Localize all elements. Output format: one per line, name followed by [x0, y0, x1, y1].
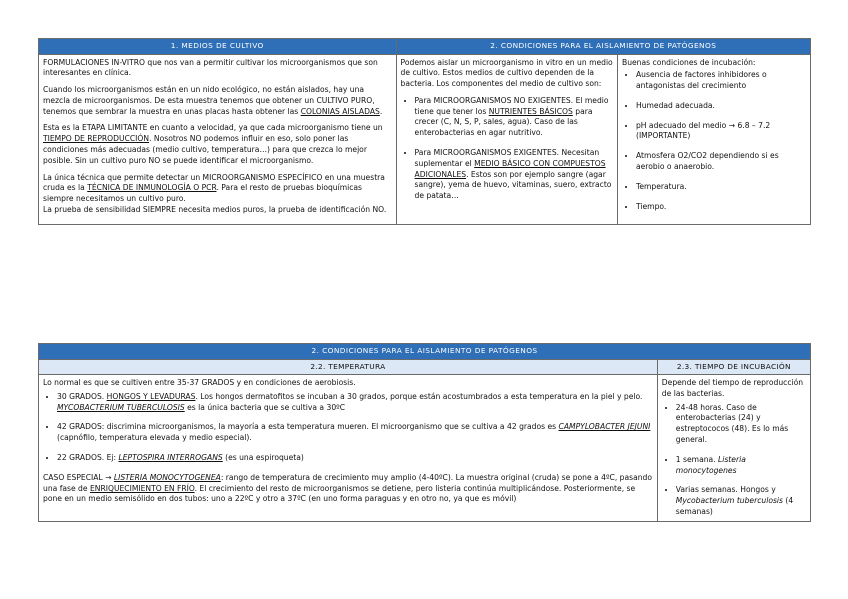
list-item: • Tiempo. [636, 202, 806, 213]
paragraph-limiting-stage: Esta es la ETAPA LIMITANTE en cuanto a velocidad, ya que cada microorganismo tiene un TIEMPO DE REPRODUCCIÓN. Nosotros NO podemos influir en eso, solo poner las condiciones más adecuadas (medio cultivo, temperatura…) para que crezca lo mejor posible. Sin un cultivo puro NO se puede identificar el microorganismo. [43, 123, 383, 165]
list-incubation-times [662, 403, 806, 518]
paragraph-incubation-intro: Buenas condiciones de incubación: [621, 57, 756, 67]
header-isolation-conditions-2: 2. CONDICIONES PARA EL AISLAMIENTO DE PATÓGENOS [39, 344, 811, 360]
list-item: • Ausencia de factores inhibidores o antagonistas del crecimiento [636, 70, 806, 92]
list-item-non-demanding: • Para MICROORGANISMOS NO EXIGENTES. El medio tiene que tener los NUTRIENTES BÁSICOS para crecer (C, N, S, P, sales, agua). Caso de las enterobacterias en agar nutritivo. [415, 96, 613, 139]
list-item-1-week: • 1 semana. Listeria monocytogenes [676, 455, 806, 477]
list-item: • Atmosfera O2/CO2 dependiendo si es aerobio o anaerobio. [636, 151, 806, 173]
header-isolation-conditions: 2. CONDICIONES PARA EL AISLAMIENTO DE PATÓGENOS [396, 39, 810, 55]
paragraph-sensitivity-test: La prueba de sensibilidad SIEMPRE necesita medios puros, la prueba de identificación NO. [43, 204, 387, 214]
cell-temperature [39, 375, 658, 522]
cell-media-components [396, 54, 617, 225]
list-item: • Humedad adecuada. [636, 101, 806, 112]
paragraph-formulations: FORMULACIONES IN-VITRO que nos van a permitir cultivar los microorganismos que son interesantes en clínica. [43, 57, 378, 78]
list-incubation-conditions [622, 70, 806, 212]
paragraph-specific-technique: La única técnica que permite detectar un MICROORGANISMO ESPECÍFICO en una muestra cruda es la TÉCNICA DE INMUNOLOGÍA O PCR. Para el resto de pruebas bioquímicas siempre necesitamos un cultivo puro. [43, 172, 385, 204]
list-item-demanding: • Para MICROORGANISMOS EXIGENTES. Necesitan suplementar el MEDIO BÁSICO CON COMPUESTOS ADICIONALES. Estos son por ejemplo sangre (agar sangre), yema de huevo, vitaminas, suero, extracto de patata… [415, 148, 613, 202]
header-culture-media: 1. MEDIOS DE CULTIVO [39, 39, 397, 55]
list-item-30-degrees: • 30 GRADOS. HONGOS Y LEVADURAS. Los hongos dermatofitos se incuban a 30 grados, porque están acostumbrados a esta temperatura en la piel y pelo. MYCOBACTERIUM TUBERCULOSIS es la única bacteria que se cultiva a 30ºC [57, 392, 653, 414]
list-item: • pH adecuado del medio → 6.8 – 7.2 (IMPORTANTE) [636, 121, 806, 143]
paragraph-pure-culture: Cuando los microorganismos están en un nido ecológico, no están aislados, hay una mezcla de microorganismos. De esta muestra tenemos que obtener un CULTIVO PURO, tenemos que sembrar la muestra en unas placas hasta obtener las COLONIAS AISLADAS. [43, 85, 383, 116]
table-culture-media [38, 38, 811, 225]
list-item-22-degrees: • 22 GRADOS. Ej: LEPTOSPIRA INTERROGANS (es una espiroqueta) [57, 453, 653, 464]
paragraph-special-case: CASO ESPECIAL → LISTERIA MONOCYTOGENEA: rango de temperatura de crecimiento muy amplio (4-40ºC). La muestra original (cruda) se pone a 4ºC, pasando una fase de ENRIQUECIMIENTO EN FRÍO. El crecimiento del resto de microorganismos se detiene, pero listeria continúa multiplicándose. Posteriormente, se pone en un medio semisólido en dos tubos: uno a 22ºC y otro a 37ºC (en uno forma paraguas y en otro no, ya que es móvil) [43, 472, 653, 504]
list-item-24-48-hours: • 24-48 horas. Caso de enterobacterias (24) y estreptococos (48). Es lo más general. [676, 403, 806, 446]
subheader-temperature: 2.2. TEMPERATURA [39, 359, 658, 375]
subheader-incubation-time: 2.3. TIEMPO DE INCUBACIÓN [657, 359, 810, 375]
list-item: • Temperatura. [636, 182, 806, 193]
list-item-42-degrees: • 42 GRADOS: discrimina microorganismos, la mayoría a esta temperatura mueren. El microorganismo que se cultiva a 42 grados es CAMPYLOBACTER JEJUNI (capnófilo, temperatura elevada y medio especial). [57, 422, 653, 444]
cell-incubation-time [657, 375, 810, 522]
list-item-several-weeks: • Varias semanas. Hongos y Mycobacterium tuberculosis (4 semanas) [676, 485, 806, 517]
cell-incubation-conditions [617, 54, 810, 225]
list-temperatures [43, 392, 653, 464]
list-media-types [401, 96, 613, 202]
cell-culture-media-text [39, 54, 397, 225]
paragraph-media-intro: Podemos aislar un microorganismo in vitro en un medio de cultivo. Estos medios de cultivo dependen de la bacteria. Los componentes del medio de cultivo son: [400, 57, 613, 89]
table-isolation-conditions [38, 343, 811, 522]
paragraph-incubation-time-intro: Depende del tiempo de reproducción de las bacterias. [661, 378, 804, 398]
paragraph-temperature-intro: Lo normal es que se cultiven entre 35-37 GRADOS y en condiciones de aerobiosis. [43, 378, 356, 388]
